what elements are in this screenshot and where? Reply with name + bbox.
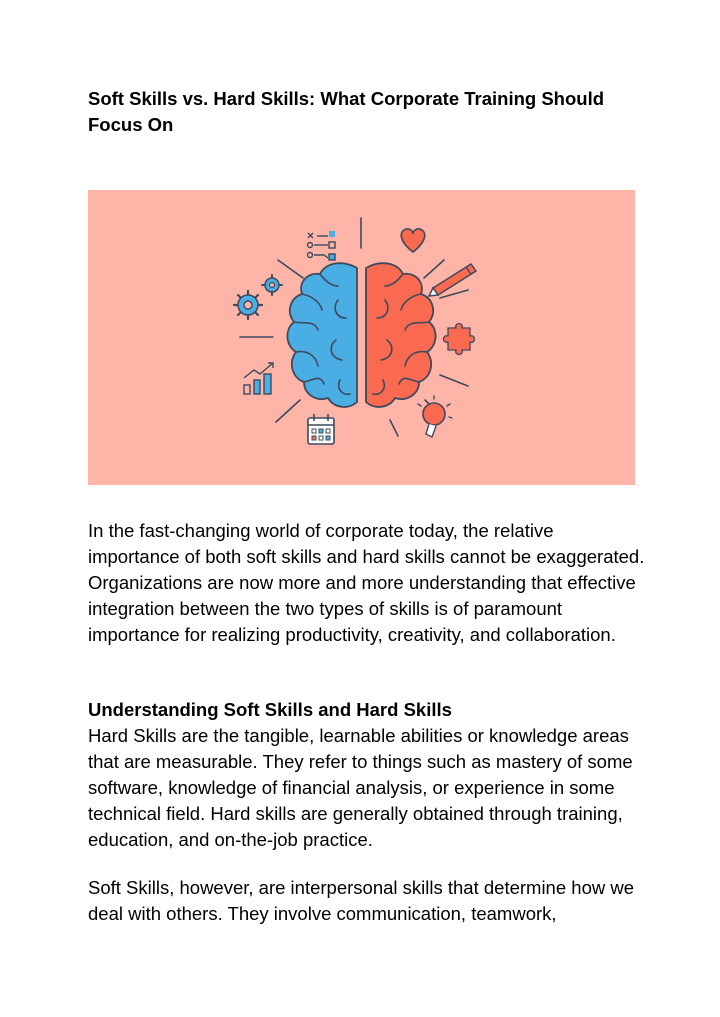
hard-skills-paragraph: Hard Skills are the tangible, learnable abilities or knowledge areas that are measurable. They refer to things such as mastery of some software, knowledge of financial analysis, or experience in some technical field. Hard skills are generally obtained through training, education, and on-the-job practice. [88,725,633,850]
bar-chart-icon [244,363,273,394]
section-heading: Understanding Soft Skills and Hard Skills [88,699,452,720]
pencil-icon [429,264,476,296]
intro-paragraph: In the fast-changing world of corporate today, the relative importance of both soft skills and hard skills cannot be exaggerated. Organizations are now more and more understanding that effective integration between the two types of skills is of paramount importance for realizing productivity, creativity, and collaboration. [88,520,645,645]
flow-chart-icon [308,231,336,260]
calendar-icon [308,414,334,444]
lightbulb-icon [418,396,452,437]
skills-section [88,697,648,853]
left-hemisphere [287,263,357,407]
gear-icon [234,275,282,319]
soft-skills-paragraph: Soft Skills, however, are interpersonal skills that determine how we deal with others. They involve communication, teamwork, [88,877,635,924]
right-hemisphere [366,263,436,407]
article-title: Soft Skills vs. Hard Skills: What Corporate Training Should Focus On [88,88,605,135]
heart-icon [401,229,424,252]
hero-image [88,190,635,485]
puzzle-icon [444,324,475,355]
brain-illustration [88,190,635,485]
